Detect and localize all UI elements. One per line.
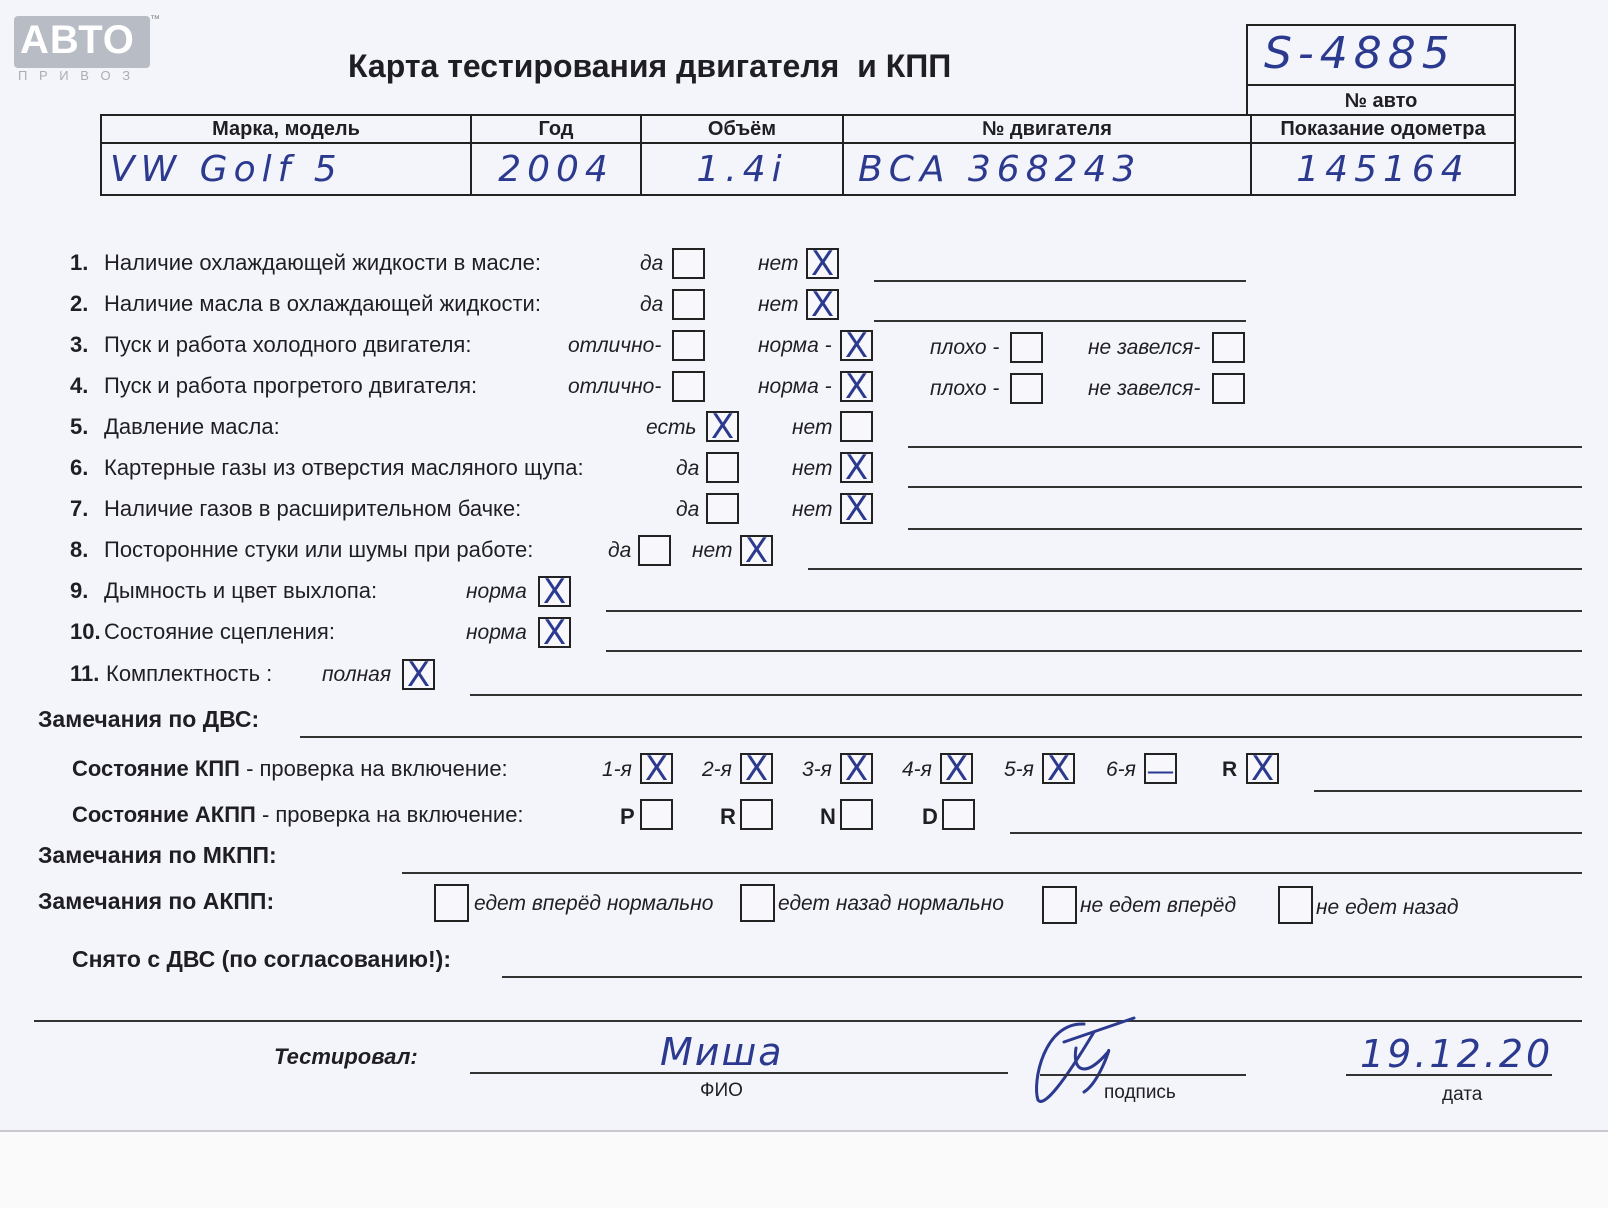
checkbox-bad[interactable]	[1010, 332, 1043, 363]
form-title: Карта тестирования двигателя и КПП	[348, 48, 952, 84]
car-number-box	[1246, 24, 1516, 86]
option-label: есть	[646, 416, 697, 439]
vehicle-header-table	[100, 114, 1516, 196]
col-year-header: Год	[471, 115, 641, 143]
checkbox-normal[interactable]	[538, 613, 571, 653]
kpp-row-label	[72, 756, 508, 782]
section-divider	[34, 1020, 1582, 1022]
gear-2-checkbox[interactable]	[740, 749, 773, 789]
item-text: Посторонние стуки или шумы при работе:	[104, 537, 534, 562]
akpp-mode-label: D	[922, 804, 938, 829]
checkbox-excellent[interactable]	[672, 330, 705, 361]
item-number: 9.	[70, 578, 89, 603]
option-label: нет	[692, 539, 733, 562]
note-line	[874, 320, 1246, 322]
option-label: да	[640, 293, 664, 316]
akpp-option-label: не едет вперёд	[1080, 894, 1237, 917]
item-number: 6.	[70, 455, 89, 480]
option-label: нет	[792, 416, 833, 439]
item-number: 8.	[70, 537, 89, 562]
option-label: норма -	[758, 375, 832, 398]
akpp-option-label: едет назад нормально	[778, 892, 1004, 915]
option-label: не завелся-	[1088, 336, 1201, 359]
option-label: отлично-	[568, 375, 662, 398]
item-number: 11.	[70, 661, 100, 686]
checkbox-not-started[interactable]	[1212, 332, 1245, 363]
checkbox-excellent[interactable]	[672, 371, 705, 402]
col-volume-header: Объём	[641, 115, 843, 143]
item-number: 4.	[70, 373, 89, 398]
removed-label: Снято с ДВС (по согласованию!):	[72, 946, 451, 972]
item-number: 10.	[70, 619, 101, 644]
item-text: Пуск и работа прогретого двигателя:	[104, 373, 478, 398]
dash-mark: —	[1146, 754, 1175, 787]
akpp-no-reverse-checkbox[interactable]	[1278, 886, 1313, 924]
removed-line[interactable]	[502, 976, 1582, 978]
option-label: отлично-	[568, 334, 662, 357]
car-number-label-cell	[1246, 86, 1516, 116]
avto-privoz-logo	[14, 14, 160, 68]
checkbox-yes[interactable]	[706, 452, 739, 483]
date-line[interactable]	[1346, 1074, 1552, 1076]
item-number: 3.	[70, 332, 89, 357]
year-value: 2004	[498, 148, 614, 190]
item-text: Наличие охлаждающей жидкости в масле:	[104, 250, 541, 275]
check-mark: X	[644, 749, 669, 789]
col-engine-header: № двигателя	[843, 115, 1251, 143]
item-text: Дымность и цвет выхлопа:	[104, 578, 378, 603]
option-label: плохо -	[930, 336, 1000, 359]
option-label: нет	[792, 498, 833, 521]
volume-cell	[641, 143, 843, 195]
engine-value: BCA 368243	[858, 148, 1142, 190]
gear-label: 6-я	[1106, 758, 1136, 781]
checkbox-no[interactable]	[806, 244, 839, 284]
checkbox-yes[interactable]	[672, 289, 705, 320]
gear-label: 4-я	[902, 758, 932, 781]
item-number: 1.	[70, 250, 89, 275]
signature-caption: подпись	[1104, 1082, 1176, 1103]
checkbox-yes[interactable]	[672, 248, 705, 279]
note-line	[808, 568, 1582, 570]
check-mark: X	[1046, 749, 1071, 789]
gear-3-checkbox[interactable]	[840, 749, 873, 789]
check-mark: X	[844, 489, 869, 529]
note-line	[908, 446, 1582, 448]
akpp-no-forward-checkbox[interactable]	[1042, 886, 1077, 924]
gear-1-checkbox[interactable]	[640, 749, 673, 789]
name-caption: ФИО	[700, 1080, 743, 1101]
remarks-mkpp-line[interactable]	[402, 872, 1582, 874]
checkbox-yes[interactable]	[638, 535, 671, 566]
remarks-dvs-label: Замечания по ДВС:	[38, 706, 260, 732]
checkbox-no[interactable]	[840, 489, 873, 529]
option-label: норма -	[758, 334, 832, 357]
option-label: нет	[758, 252, 799, 275]
checkbox-bad[interactable]	[1010, 373, 1043, 404]
col-odometer-header: Показание одометра	[1251, 115, 1515, 143]
note-line	[606, 610, 1582, 612]
gear-label: 2-я	[702, 758, 732, 781]
item-text: Состояние сцепления:	[104, 619, 335, 644]
item-number: 5.	[70, 414, 89, 439]
checkbox-yes[interactable]	[706, 407, 739, 447]
gear-r-checkbox[interactable]	[1246, 749, 1279, 789]
akpp-n-checkbox[interactable]	[840, 799, 873, 830]
scan-background	[0, 1130, 1608, 1208]
col-model-header: Марка, модель	[101, 115, 471, 143]
checkbox-yes[interactable]	[706, 493, 739, 524]
item-text: Давление масла:	[104, 414, 280, 439]
gear-label: 5-я	[1004, 758, 1034, 781]
remarks-dvs-line[interactable]	[300, 736, 1582, 738]
item-number: 7.	[70, 496, 89, 521]
akpp-mode-label: R	[720, 804, 736, 829]
option-label: да	[608, 539, 632, 562]
logo-sub: П Р И В О З	[18, 68, 135, 83]
check-mark: X	[810, 285, 835, 325]
gear-label: 1-я	[602, 758, 632, 781]
akpp-r-checkbox[interactable]	[740, 799, 773, 830]
check-mark: X	[844, 448, 869, 488]
check-mark: X	[744, 749, 769, 789]
akpp-mode-label: P	[620, 804, 635, 829]
checkbox-normal[interactable]	[538, 572, 571, 612]
akpp-suffix: - проверка на включение:	[255, 802, 524, 827]
akpp-mode-label: N	[820, 804, 836, 829]
check-mark: X	[810, 244, 835, 284]
akpp-d-checkbox[interactable]	[942, 799, 975, 830]
item-text: Наличие газов в расширительном бачке:	[104, 496, 522, 521]
date-caption: дата	[1442, 1084, 1483, 1105]
logo-brand: АВТО	[20, 18, 135, 62]
checkbox-no[interactable]	[840, 411, 873, 442]
option-label: да	[676, 498, 700, 521]
signature-line[interactable]	[1040, 1074, 1246, 1076]
option-label: нет	[758, 293, 799, 316]
note-line	[908, 528, 1582, 530]
car-number-value: S-4885	[1264, 28, 1456, 79]
check-mark: X	[710, 407, 735, 447]
check-mark: X	[844, 749, 869, 789]
tested-by-label: Тестировал:	[274, 1044, 418, 1069]
odometer-value: 145164	[1296, 148, 1470, 190]
gear-4-checkbox[interactable]	[940, 749, 973, 789]
item-number: 2.	[70, 291, 89, 316]
kpp-suffix: - проверка на включение:	[239, 756, 508, 781]
akpp-forward-ok-checkbox[interactable]	[434, 884, 469, 922]
model-cell	[101, 143, 471, 195]
name-line[interactable]	[470, 1072, 1008, 1074]
gear-label: 3-я	[802, 758, 832, 781]
odometer-cell	[1251, 143, 1515, 195]
gear-6-checkbox[interactable]	[1144, 753, 1177, 787]
check-mark: X	[844, 326, 869, 366]
akpp-option-label: едет вперёд нормально	[474, 892, 714, 915]
year-cell	[471, 143, 641, 195]
item-text: Наличие масла в охлаждающей жидкости:	[104, 291, 541, 316]
option-label: не завелся-	[1088, 377, 1201, 400]
model-value: VW Golf 5	[110, 148, 343, 190]
akpp-note-line[interactable]	[1010, 832, 1582, 834]
check-mark: X	[406, 655, 431, 695]
option-label: да	[640, 252, 664, 275]
akpp-title: Состояние АКПП	[72, 802, 256, 827]
check-mark: X	[542, 613, 567, 653]
option-label: плохо -	[930, 377, 1000, 400]
akpp-option-label: не едет назад	[1316, 896, 1459, 919]
check-mark: X	[744, 531, 769, 571]
akpp-reverse-ok-checkbox[interactable]	[740, 884, 775, 922]
checkbox-no[interactable]	[806, 285, 839, 325]
check-mark: X	[944, 749, 969, 789]
option-label: норма	[466, 580, 527, 603]
gear-label: R	[1222, 758, 1238, 781]
car-number-label: № авто	[1344, 90, 1418, 112]
remarks-mkpp-label: Замечания по МКПП:	[38, 842, 277, 868]
test-date: 19.12.20	[1360, 1032, 1554, 1076]
engine-cell	[843, 143, 1251, 195]
item-text: Пуск и работа холодного двигателя:	[104, 332, 472, 357]
checkbox-normal[interactable]	[840, 326, 873, 366]
note-line	[606, 650, 1582, 652]
remarks-akpp-label: Замечания по АКПП:	[38, 888, 275, 914]
tester-name: Миша	[660, 1030, 784, 1074]
option-label: полная	[322, 663, 392, 686]
option-label: да	[676, 457, 700, 480]
checkbox-no[interactable]	[840, 448, 873, 488]
checkbox-normal[interactable]	[840, 367, 873, 407]
option-label: нет	[792, 457, 833, 480]
item-text: Комплектность :	[106, 661, 273, 686]
option-label: норма	[466, 621, 527, 644]
akpp-p-checkbox[interactable]	[640, 799, 673, 830]
checkbox-complete[interactable]	[402, 655, 435, 695]
check-mark: X	[542, 572, 567, 612]
kpp-title: Состояние КПП	[72, 756, 240, 781]
check-mark: X	[1250, 749, 1275, 789]
kpp-note-line[interactable]	[1314, 790, 1582, 792]
note-line	[874, 280, 1246, 282]
note-line	[470, 694, 1582, 696]
check-mark: X	[844, 367, 869, 407]
item-text: Картерные газы из отверстия масляного щупа:	[104, 455, 584, 480]
logo-tm: ™	[150, 14, 160, 25]
gear-5-checkbox[interactable]	[1042, 749, 1075, 789]
volume-value: 1.4i	[696, 148, 788, 190]
note-line	[908, 486, 1582, 488]
checkbox-not-started[interactable]	[1212, 373, 1245, 404]
akpp-row-label	[72, 802, 524, 828]
checkbox-no[interactable]	[740, 531, 773, 571]
